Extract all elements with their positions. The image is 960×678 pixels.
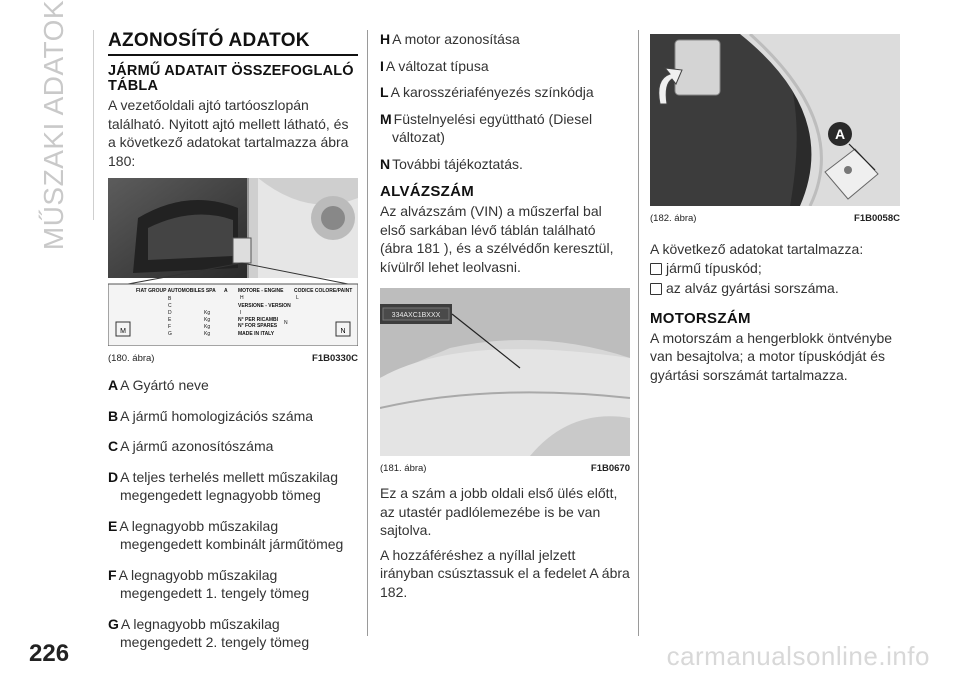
plate-row-c: C	[168, 303, 172, 309]
legend-key: F	[108, 566, 117, 583]
vin-plate-text: 334AXC1BXXX	[391, 312, 441, 319]
plate-row-g: G	[168, 331, 172, 337]
plate-ricambi: N° PER RICAMBI	[238, 317, 279, 323]
legend-key: A	[108, 377, 119, 393]
plate-contents-intro: A következő adatokat tartalmazza:	[650, 241, 864, 257]
plate-kg-4: Kg	[204, 331, 211, 337]
plate-legend-list	[108, 376, 358, 652]
legend-key: C	[108, 438, 119, 454]
legend-text: A változat típusa	[385, 57, 489, 74]
vin-paragraph: Az alvázszám (VIN) a műszerfal bal első sarkában lévő táblán található (ábra 181 ), és a szélvédőn keresztül, kívülről lehet leolvasni.	[380, 203, 614, 275]
plate-versione: VERSIONE - VERSION	[238, 303, 291, 309]
figure-182-code: F1B0058C	[854, 213, 900, 224]
column-1	[108, 30, 358, 664]
engine-number-paragraph: A motorszám a hengerblokk öntvénybe van besajtolva; a motor típuskódját és gyártási sorszámát tartalmazza.	[650, 329, 893, 383]
legend-key: H	[380, 31, 391, 47]
legend-text: A legnagyobb műszakilag megengedett 1. tengely tömeg	[118, 566, 310, 601]
checkbox-bullet-icon	[650, 263, 662, 275]
intro-paragraph: A vezetőoldali ajtó tartóoszlopán található. Nyitott ajtó mellett látható, és a következő adatokat tartalmazza ábra 180:	[108, 97, 349, 169]
plate-a: A	[224, 288, 228, 294]
page-title: AZONOSÍTÓ ADATOK	[108, 30, 358, 56]
plate-codice: CODICE COLORE/PAINT	[294, 288, 353, 294]
vin-floor-paragraph: Ez a szám a jobb oldali első ülés előtt, az utastér padlólemezébe is be van sajtolva.	[380, 485, 618, 538]
vin-access-paragraph: A hozzáféréshez a nyíllal jelzett irányban csúsztassuk el a fedelet A ábra 182.	[380, 546, 630, 600]
legend-item-f	[108, 566, 358, 603]
figure-180	[108, 178, 358, 364]
legend-key: I	[380, 57, 384, 74]
plate-h: H	[240, 295, 244, 301]
figure-180-code: F1B0330C	[312, 353, 358, 364]
figure-182	[650, 34, 900, 224]
legend-key: G	[108, 615, 119, 632]
legend-key: N	[380, 155, 391, 172]
legend-item-c	[108, 437, 358, 456]
watermark: carmanualsonline.info	[666, 641, 930, 671]
figure-181-code: F1B0670	[590, 463, 630, 474]
legend-text: A jármű azonosítószáma	[120, 438, 274, 454]
legend-text: A legnagyobb műszakilag megengedett kombinált járműtömeg	[119, 517, 344, 552]
legend-key: E	[108, 517, 118, 534]
legend-text: A teljes terhelés mellett műszakilag megengedett legnagyobb tömeg	[120, 468, 338, 503]
legend-item-b	[108, 407, 358, 426]
plate-row-b: B	[168, 296, 172, 302]
side-divider	[93, 30, 94, 220]
legend-text: A legnagyobb műszakilag megengedett 2. tengely tömeg	[120, 615, 310, 650]
plate-company: FIAT GROUP AUTOMOBILES SPA	[136, 288, 216, 294]
side-section-tab	[34, 0, 74, 251]
plate-kg-2: Kg	[204, 317, 211, 323]
legend-key: B	[108, 407, 119, 424]
figure-181-illustration	[380, 288, 630, 456]
figure-182-illustration	[650, 34, 900, 206]
bullet-item	[650, 259, 900, 278]
plate-kg-1: Kg	[204, 310, 211, 316]
figure-181-caption-row	[380, 463, 630, 474]
legend-item-d	[108, 468, 358, 505]
plate-i: I	[240, 310, 242, 316]
legend-item-e	[108, 517, 358, 554]
plate-row-d: D	[168, 310, 172, 316]
figure-180-caption-row	[108, 353, 358, 364]
column-3	[650, 30, 900, 384]
column-divider-1	[367, 30, 368, 636]
legend-item-a	[108, 376, 358, 395]
section-heading-vehicle-data: JÁRMŰ ADATAIT ÖSSZEFOGLALÓ TÁBLA	[108, 63, 354, 94]
figure-182-caption: (182. ábra)	[650, 213, 697, 224]
plate-kg-3: Kg	[204, 324, 211, 330]
legend-item-h	[380, 30, 630, 49]
plate-legend-list-continued	[380, 30, 630, 173]
plate-n-box: N	[340, 328, 346, 335]
figure-180-illustration	[108, 178, 358, 346]
checkbox-bullet-icon	[650, 283, 662, 295]
page-number: 226	[29, 640, 70, 667]
plate-row-e: E	[168, 317, 172, 323]
legend-text: Füstelnyelési együttható (Diesel változat)	[392, 110, 593, 145]
legend-text: A motor azonosítása	[392, 31, 520, 47]
legend-item-g	[108, 615, 358, 652]
section-heading-engine-number: MOTORSZÁM	[650, 309, 751, 327]
legend-text: A Gyártó neve	[120, 377, 209, 393]
bullet-text: jármű típuskód;	[666, 259, 762, 276]
legend-text: További tájékoztatás.	[392, 155, 523, 172]
plate-spares: N° FOR SPARES	[238, 323, 278, 329]
legend-key: D	[108, 468, 119, 485]
legend-item-l	[380, 83, 630, 102]
plate-made: MADE IN ITALY	[238, 331, 275, 337]
plate-l: L	[296, 295, 299, 301]
legend-text: A jármű homologizációs száma	[120, 407, 314, 424]
side-section-label: MŰSZAKI ADATOK	[38, 0, 69, 251]
legend-text: A karosszériafényezés színkódja	[390, 84, 594, 100]
plate-n: N	[284, 320, 288, 326]
column-divider-2	[638, 30, 639, 636]
figure-181	[380, 288, 630, 474]
figure-180-caption: (180. ábra)	[108, 353, 155, 364]
bullet-item	[650, 279, 900, 298]
column-2	[380, 30, 630, 601]
legend-key: M	[380, 110, 392, 127]
legend-item-n	[380, 155, 630, 174]
legend-item-m	[380, 110, 630, 147]
plate-motore: MOTORE - ENGINE	[238, 288, 284, 294]
figure-181-caption: (181. ábra)	[380, 463, 427, 474]
figure-182-label-a: A	[834, 126, 846, 142]
plate-row-f: F	[168, 324, 172, 330]
figure-182-caption-row	[650, 213, 900, 224]
plate-m: M	[120, 328, 126, 335]
bullet-text: az alváz gyártási sorszáma.	[666, 280, 839, 296]
section-heading-vin: ALVÁZSZÁM	[380, 183, 475, 200]
legend-key: L	[380, 84, 389, 100]
legend-item-i	[380, 57, 630, 76]
